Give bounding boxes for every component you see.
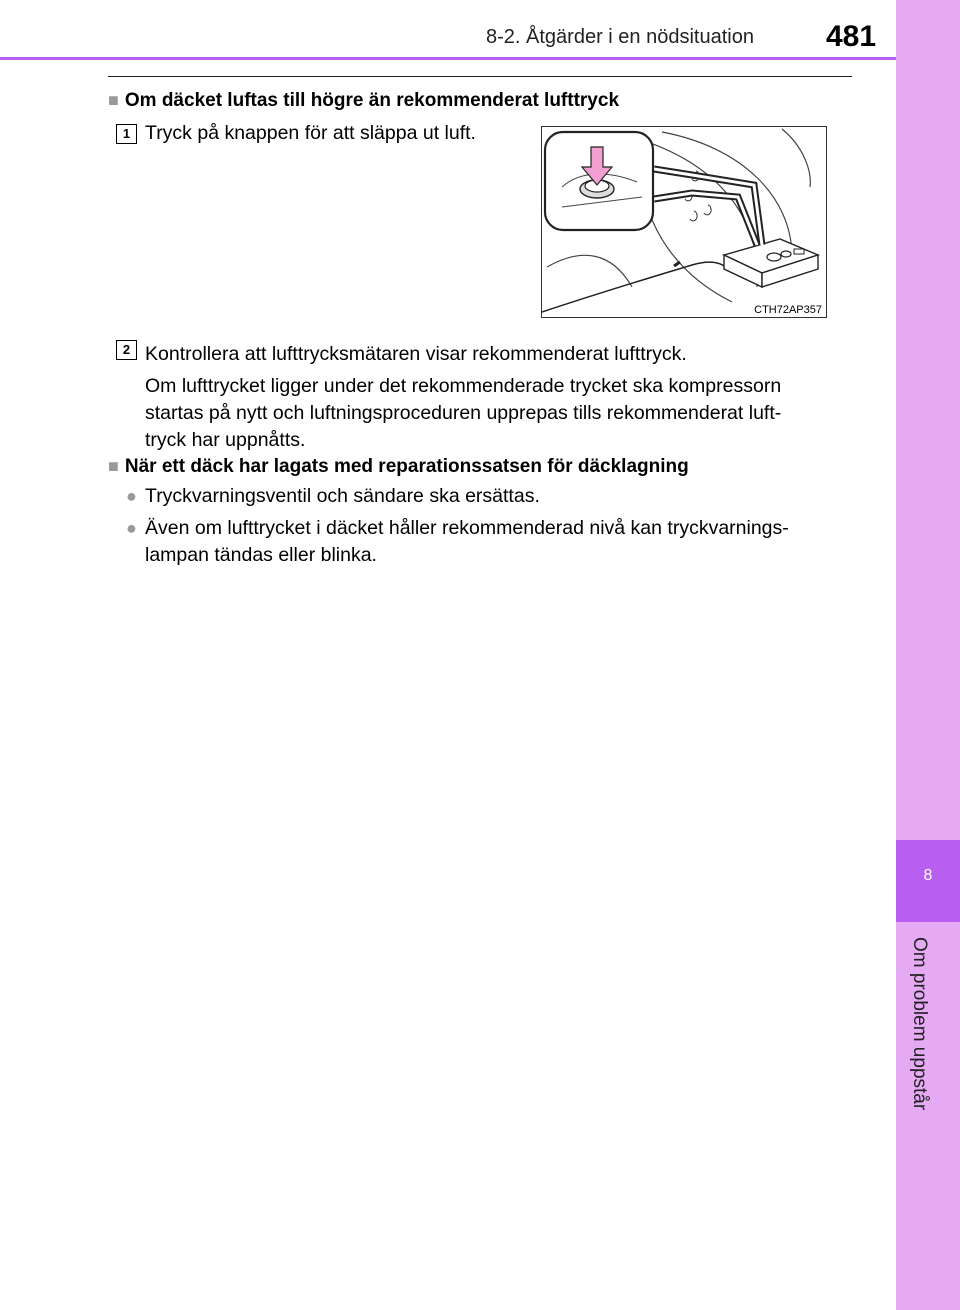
bullet-text-2-line-1: Även om lufttrycket i däcket håller rekommenderad nivå kan tryckvarnings- <box>145 517 789 539</box>
heading-square-icon: ■ <box>108 456 119 476</box>
header-divider <box>0 57 896 60</box>
section-heading-overinflated <box>108 90 619 112</box>
figure-code: CTH72AP357 <box>754 304 822 316</box>
heading-square-icon: ■ <box>108 90 119 110</box>
section-title: 8-2. Åtgärder i en nödsituation <box>486 26 754 48</box>
compressor-drawing <box>542 127 826 317</box>
bullet-text-2-line-2: lampan tändas eller blinka. <box>145 544 377 566</box>
note-line-3: tryck har uppnåtts. <box>145 429 306 451</box>
step-number-1: 1 <box>116 124 137 144</box>
chapter-title: Om problem uppstår <box>909 937 930 1111</box>
compressor-illustration <box>541 126 827 318</box>
step-text-1: Tryck på knappen för att släppa ut luft. <box>145 122 476 144</box>
page-number: 481 <box>826 20 877 53</box>
section-heading-repaired <box>108 456 689 478</box>
chapter-number: 8 <box>896 840 960 922</box>
bullet-text-1: Tryckvarningsventil och sändare ska ersättas. <box>145 485 540 507</box>
bullet-dot-icon: ● <box>126 486 137 506</box>
step-text-2: Kontrollera att lufttrycksmätaren visar rekommenderat lufttryck. <box>145 343 687 365</box>
chapter-side-tab <box>896 0 960 1310</box>
heading-text: Om däcket luftas till högre än rekommenderat lufttryck <box>124 90 620 111</box>
bullet-dot-icon: ● <box>126 518 137 538</box>
note-line-2: startas på nytt och luftningsproceduren upprepas tills rekommenderat luft- <box>145 402 782 424</box>
step-number-2: 2 <box>116 340 137 360</box>
heading-text: När ett däck har lagats med reparationssatsen för däcklagning <box>124 456 689 477</box>
section-rule <box>108 76 852 77</box>
note-line-1: Om lufttrycket ligger under det rekommenderade trycket ska kompressorn <box>145 375 782 397</box>
